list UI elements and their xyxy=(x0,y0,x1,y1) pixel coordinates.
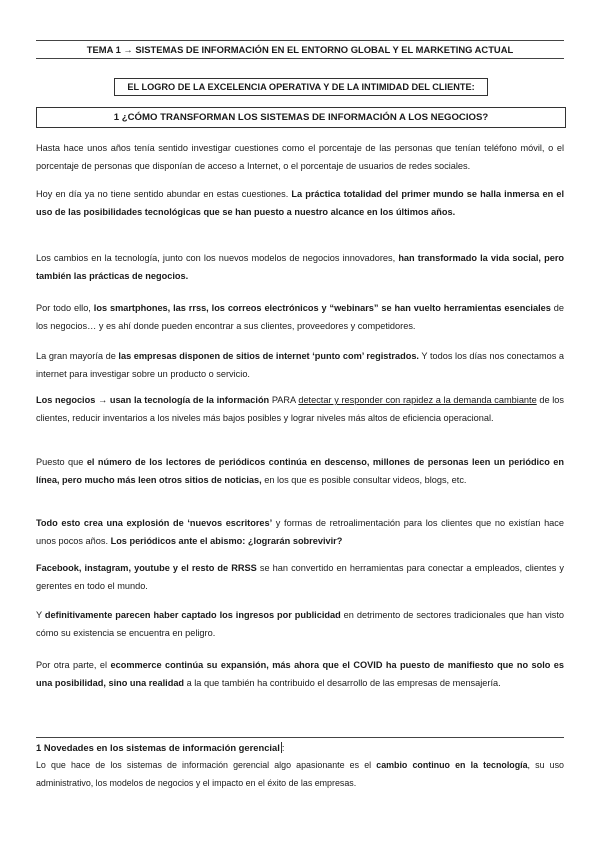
section-2-heading xyxy=(36,737,564,755)
paragraph-6-text-end: de los clientes, reducir inventarios a los niveles más bajos posibles y lograr niveles más altos de eficiencia operacional. xyxy=(36,395,564,423)
paragraph-7-bold: el número de los lectores de periódicos continúa en descenso, millones de personas leen un periódico en línea, pero mucho más leen otros sitios de noticias, xyxy=(36,457,564,485)
paragraph-4-text: Por todo ello, xyxy=(36,303,94,313)
section-2-paragraph-bold: cambio continuo en la tecnología xyxy=(376,760,528,770)
paragraph-3-text: Los cambios en la tecnología, junto con los nuevos modelos de negocios innovadores, xyxy=(36,253,399,263)
paragraph-6 xyxy=(36,392,564,427)
paragraph-7 xyxy=(36,454,564,489)
paragraph-7-text: Puesto que xyxy=(36,457,87,467)
paragraph-6-para: PARA xyxy=(269,395,299,405)
paragraph-1 xyxy=(36,140,564,175)
section-2-paragraph xyxy=(36,757,564,792)
paragraph-9 xyxy=(36,560,564,595)
paragraph-4-text-end: de los negocios… y es ahí donde pueden encontrar a sus clientes, proveedores y competidores. xyxy=(36,303,565,331)
paragraph-11-text-end: a la que también ha contribuido el desarrollo de las empresas de mensajería. xyxy=(184,677,501,688)
paragraph-5 xyxy=(36,348,564,383)
page-title: TEMA 1 → SISTEMAS DE INFORMACIÓN EN EL ENTORNO GLOBAL Y EL MARKETING ACTUAL xyxy=(36,40,564,59)
paragraph-8-bold: Todo esto crea una explosión de ‘nuevos escritores’ xyxy=(36,518,273,528)
section-2-paragraph-text-end: , su uso administrativo, los modelos de negocios y el impacto en el éxito de las empresas. xyxy=(36,760,564,788)
paragraph-2-bold: La práctica totalidad del primer mundo se halla inmersa en el uso de las posibilidades tecnológicas que se han puesto a nuestro alcance en los últimos años. xyxy=(36,189,564,217)
paragraph-7-text-end: en los que es posible consultar videos, blogs, etc. xyxy=(261,474,467,485)
paragraph-11-bold: ecommerce continúa su expansión, más ahora que el COVID ha puesto de manifiesto que no solo es una posibilidad, sino una realidad xyxy=(36,660,565,688)
section-heading-box: 1 ¿CÓMO TRANSFORMAN LOS SISTEMAS DE INFORMACIÓN A LOS NEGOCIOS? xyxy=(36,107,566,128)
paragraph-5-text-end: Y todos los días nos conectamos a internet para investigar sobre un producto o servicio. xyxy=(36,351,565,379)
section-2-heading-text: 1 Novedades en los sistemas de información gerencial xyxy=(36,742,280,753)
subtitle-box: EL LOGRO DE LA EXCELENCIA OPERATIVA Y DE LA INTIMIDAD DEL CLIENTE: xyxy=(114,78,488,96)
paragraph-2-text: Hoy en día ya no tiene sentido abundar en estas cuestiones. xyxy=(36,189,292,199)
paragraph-1-text: Hasta hace unos años tenía sentido investigar cuestiones como el porcentaje de las personas que tenían teléfono móvil, o el porcentaje de personas que disponían de acceso a Internet, o el porcentaje de usuarios de redes sociales. xyxy=(36,143,564,171)
paragraph-4 xyxy=(36,300,564,335)
paragraph-9-text: se han convertido en herramientas para conectar a empleados, clientes y gerentes en todo el mundo. xyxy=(36,563,565,591)
paragraph-11 xyxy=(36,657,564,692)
paragraph-3 xyxy=(36,250,564,285)
paragraph-6-underlined: detectar y responder con rapidez a la demanda cambiante xyxy=(298,395,537,405)
section-2-paragraph-text: Lo que hace de los sistemas de información gerencial algo apasionante es el xyxy=(36,760,377,770)
paragraph-10-bold: definitivamente parecen haber captado los ingresos por publicidad xyxy=(44,610,341,620)
paragraph-2 xyxy=(36,186,564,221)
section-2-colon: : xyxy=(281,742,285,753)
paragraph-9-bold: Facebook, instagram, youtube y el resto de RRSS xyxy=(36,563,257,573)
paragraph-8-bold-end: Los periódicos ante el abismo: ¿lograrán sobrevivir? xyxy=(110,535,343,546)
paragraph-4-bold: los smartphones, las rrss, los correos electrónicos y “webinars” se han vuelto herramientas esenciales xyxy=(93,303,551,313)
paragraph-8 xyxy=(36,515,564,550)
paragraph-8-text: y formas de retroalimentación para los clientes que no existían hace unos pocos años. xyxy=(36,518,564,546)
paragraph-5-text: La gran mayoría de xyxy=(36,351,119,361)
paragraph-10-text-end: en detrimento de sectores tradicionales que han visto cómo su existencia se encuentra en peligro. xyxy=(36,610,565,638)
paragraph-10 xyxy=(36,607,564,642)
paragraph-5-bold: las empresas disponen de sitios de internet ‘punto com’ registrados. xyxy=(118,351,419,361)
paragraph-11-text: Por otra parte, el xyxy=(36,660,111,670)
paragraph-6-bold: Los negocios → usan la tecnología de la información xyxy=(36,395,270,405)
paragraph-10-text: Y xyxy=(36,610,45,620)
paragraph-3-bold: han transformado la vida social, pero también las prácticas de negocios. xyxy=(36,253,565,281)
